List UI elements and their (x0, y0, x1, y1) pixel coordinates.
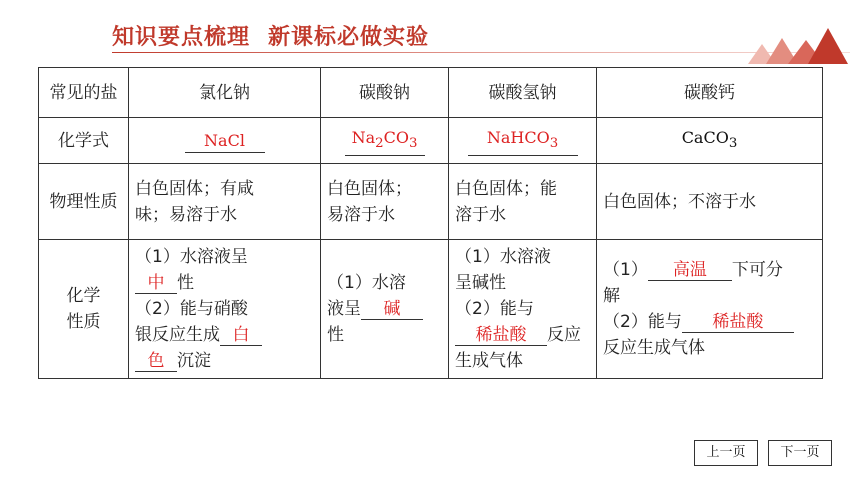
title-underline (112, 52, 850, 53)
title-part2: 新课标必做实验 (268, 25, 430, 50)
physical-na2co3: 白色固体； 易溶于水 (321, 164, 449, 240)
header-nacl: 氯化钠 (129, 68, 321, 118)
formula-label: 化学式 (39, 118, 129, 164)
answer-white-b: 色 (135, 351, 177, 372)
formula-nahco3-cell (449, 118, 597, 164)
chemical-nacl: （1）水溶液呈 中 性 （2）能与硝酸 银反应生成 白 色 沉淀 (129, 240, 321, 379)
formula-na2co3-cell (321, 118, 449, 164)
header-caco3: 碳酸钙 (597, 68, 823, 118)
answer-white-a: 白 (220, 325, 262, 346)
triangle-large (808, 28, 848, 64)
formula-caco3-cell (597, 118, 823, 164)
chemical-row (39, 240, 823, 379)
salt-table (38, 67, 823, 379)
next-page-button[interactable]: 下一页 (768, 440, 832, 466)
answer-neutral: 中 (135, 273, 177, 294)
physical-nacl: 白色固体；有咸 味；易溶于水 (129, 164, 321, 240)
chemical-caco3: （1） 高温 下可分 解 （2）能与 稀盐酸 反应生成气体 (597, 240, 823, 379)
formula-nacl-cell (129, 118, 321, 164)
physical-caco3: 白色固体；不溶于水 (597, 164, 823, 240)
formula-nahco3: NaHCO$_3$ (468, 127, 578, 156)
answer-high-temp: 高温 (648, 260, 732, 281)
header-nahco3: 碳酸氢钠 (449, 68, 597, 118)
decorative-triangles (748, 28, 852, 64)
formula-caco3: CaCO$_3$ (681, 128, 738, 152)
chemical-nahco3: （1）水溶液 呈碱性 （2）能与 稀盐酸 反应 生成气体 (449, 240, 597, 379)
page-title (112, 20, 429, 51)
physical-nahco3: 白色固体；能 溶于水 (449, 164, 597, 240)
header-row (39, 68, 823, 118)
physical-row (39, 164, 823, 240)
chemical-label: 化学 性质 (39, 240, 129, 379)
formula-nacl: NaCl (185, 130, 265, 153)
formula-row (39, 118, 823, 164)
physical-label: 物理性质 (39, 164, 129, 240)
prev-page-button[interactable]: 上一页 (694, 440, 758, 466)
chemical-na2co3: （1）水溶 液呈 碱 性 (321, 240, 449, 379)
title-part1: 知识要点梳理 (112, 25, 251, 50)
answer-alkaline: 碱 (361, 299, 423, 320)
formula-na2co3: $Na_2CO_3$ (345, 127, 425, 156)
answer-hcl-2: 稀盐酸 (682, 312, 794, 333)
answer-hcl-1: 稀盐酸 (455, 325, 547, 346)
header-na2co3: 碳酸钠 (321, 68, 449, 118)
header-salt: 常见的盐 (39, 68, 129, 118)
